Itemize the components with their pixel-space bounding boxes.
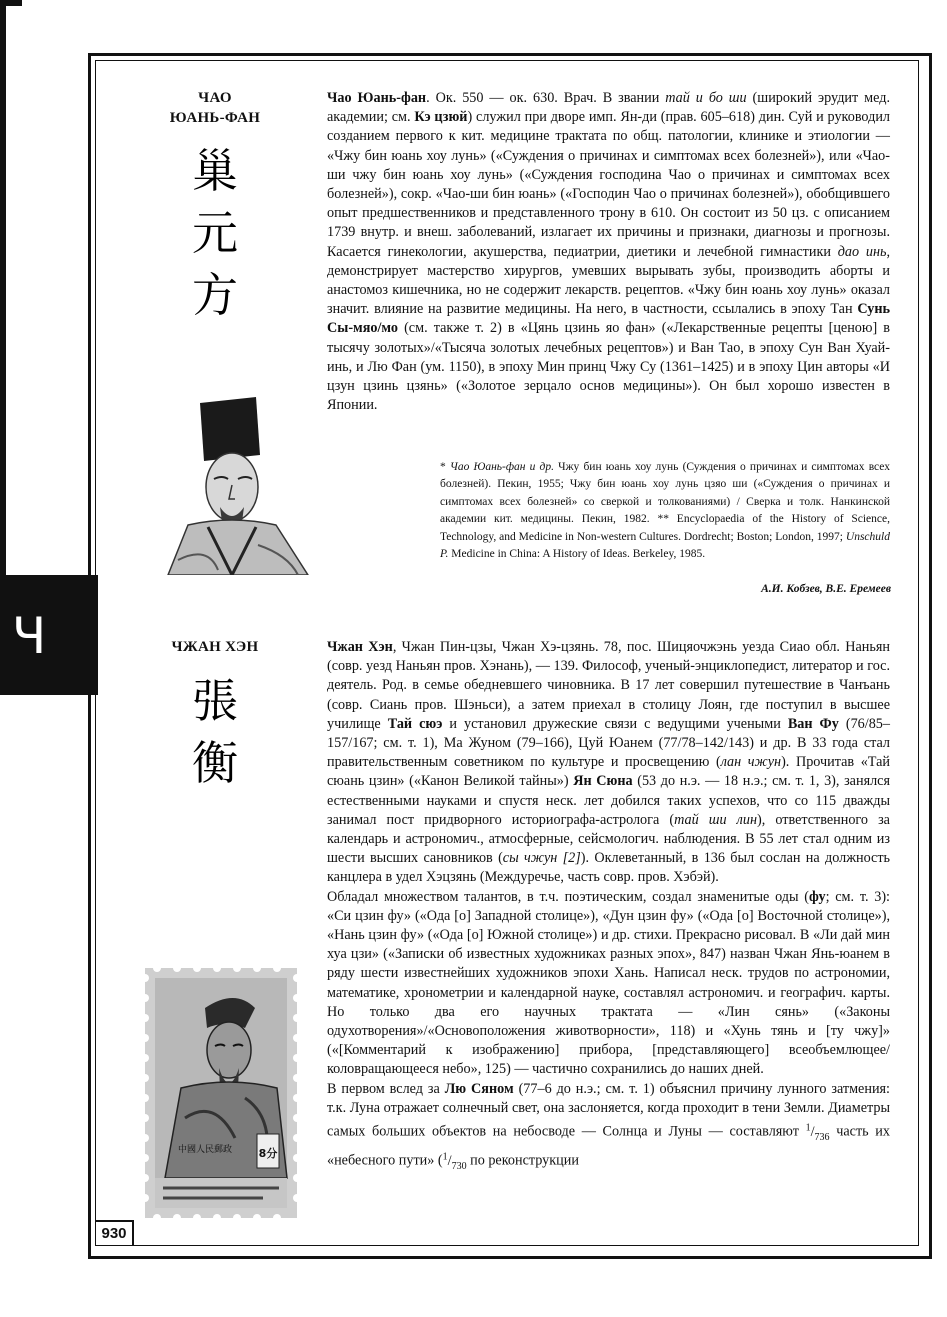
- text-run: В первом вслед за: [327, 1080, 445, 1097]
- text-run: (77–6 до н.э.; см. т. 1) объяснил причину лунного затмения: т.к. Луна отражает солнечный свет, она заслоняется, когда проходит в тени Земли. Диаметры самых больших объектов на небосводе — Солнца и Луны — составляют: [327, 1080, 890, 1140]
- bold-term: Чжан Хэн: [327, 639, 393, 655]
- fraction: $^1/_{736}$: [805, 1122, 830, 1143]
- article1-hanzi: [185, 140, 245, 326]
- article2-body: [327, 638, 890, 1176]
- italic-term: дао инь: [837, 243, 887, 260]
- article1-paragraph: [327, 89, 890, 415]
- stamp-value: 8分: [258, 1147, 278, 1160]
- text-run: ), ответственного за календарь и астрономич., атмосферные, сейсмологич. наблюдения. В 55 лет стал одним из шести высших сановников (: [327, 811, 890, 867]
- article1-references: [440, 459, 890, 563]
- scan-edge-tick: [0, 0, 22, 6]
- italic-term: Чао Юань-фан и др.: [449, 461, 554, 473]
- bold-term: Тай сюэ: [387, 715, 443, 732]
- text-run: ). Оклеветанный, в 136 был сослан на должность канцлера в удел Хэцзянь (Междуречье, часть совр. пров. Хэбэй).: [327, 850, 891, 886]
- article1-heading-line1: ЧАО: [198, 90, 232, 106]
- text-run: ; см. т. 3): «Си цзин фу» («Ода [о] Западной столице»), «Дун цзин фу» («Ода [о] Восточной столице»), «Нань цзин фу» («Ода [о] Южной столице») и др. стихи. Прекрасно рисовал. В «Ли дай мин хуа цзи» («Записки об известных художниках разных эпох», 847) назван Чжан Янь-юанем в ряду шести известнейших художников эпохи Хань. Написал неск. трудов по астрономии, математике, хронометрии и календарной науке, составлял астрономич. и географич. карты. Но только два его научных трактата — «Лин сянь» («Законы одухотворения»/«Основоположения животворности», 118) и «Хунь тянь и [ту чжу]» («[Комментарий к изображению] прибора, [представляющего] всеобъемлющее/коловращающееся небо», 125) — частично сохранились до наших дней.: [327, 888, 890, 1078]
- text-run: часть их «небесного пути» (: [327, 1123, 890, 1169]
- fraction: $^1/_{730}$: [442, 1150, 467, 1172]
- italic-term: тай ши лин: [674, 811, 757, 828]
- article1-heading-line2: ЮАНЬ-ФАН: [169, 110, 261, 126]
- bold-term: фу: [809, 888, 826, 905]
- text-run: , демонстрирует мастерство хирургов, умевших вырывать зубы, производить аборты и анастомоз кишечника, но не содержит лекарств. рецептов. «Чжу бин юань хоу лунь» оказал значит. влияние на развитие медицины. На него, в частности, ссылались в эпоху Тан: [327, 243, 890, 318]
- article1-heading: [160, 88, 270, 128]
- article1-author: А.И. Кобзев, В.Е. Еремеев: [761, 583, 891, 595]
- zhang-heng-stamp: [145, 968, 297, 1218]
- text-run: *: [440, 461, 450, 473]
- page-number: 930: [96, 1220, 134, 1246]
- article2-paragraph: [327, 1080, 890, 1176]
- bold-term: Лю Сяном: [444, 1080, 514, 1097]
- bold-term: Чао Юань-фан: [327, 90, 427, 106]
- text-run: (76/85–157/167; см. т. 1), Ма Жуном (79–166), Цуй Юанем (77/78–142/143) и др. В 33 года стал правительственным советником по культуре и просвещению (: [327, 715, 890, 771]
- bold-term: Ван Фу: [787, 715, 839, 732]
- stamp-country: 中國人民郵政: [177, 1145, 233, 1155]
- text-run: (см. также т. 2) в «Цянь цзинь яо фан» («Лекарственные рецепты [ценою] в тысячу золотых»/«Тысяча золотых лечебных рецептов») и Ван Тао, в эпоху Сун Ван Хуай-инь, и Лю Фан (ум. 1150), в эпоху Мин принц Чжу Су (1361–1425) и в эпоху Цин авторы «И цзун цзинь цзянь» («Золотое зерцало основ медицины»). Он был хорошо известен в Японии.: [327, 320, 890, 414]
- article2-paragraph: [327, 638, 890, 888]
- article1-body: [327, 89, 890, 415]
- text-run: Medicine in China: A History of Ideas. Berkeley, 1985.: [448, 548, 706, 561]
- article1-hanzi-char: 元: [192, 206, 238, 260]
- text-run: (53 до н.э. — 18 н.э.; см. т. 1, 3), занялся естественными науками и спустя неск. лет добился таких успехов, что со 115 дважды занимал пост придворного историографа-астролога (: [327, 773, 890, 828]
- thumb-index-letter: Ч: [12, 607, 49, 665]
- italic-term: тай и бо ши: [665, 90, 747, 106]
- text-run: по реконструкции: [466, 1152, 579, 1169]
- text-run: и установил дружеские связи с ведущими учеными: [442, 715, 788, 732]
- chao-yuanfang-portrait: [148, 395, 316, 575]
- text-run: , Чжан Пин-цзы, Чжан Хэ-цзянь. 78, пос. Шицяочжэнь уезда Сиао обл. Наньян (совр. уезд Наньян пров. Хэнань), — 139. Философ, ученый-энциклопедист, литератор и гос. деятель. Род. в семье обедневшего чиновника. В 17 лет совершил путешествие в Чанъань (совр. Сиань пров. Шэньси), а затем приехал в столицу Лоян, где поступил в высшее училище: [327, 639, 890, 732]
- italic-term: лан чжун: [720, 754, 782, 771]
- article2-heading: ЧЖАН ХЭН: [171, 639, 259, 655]
- article2-hanzi: [185, 670, 245, 794]
- text-run: Обладал множеством талантов, в т.ч. поэтическим, создал знаменитые оды (: [327, 888, 809, 905]
- article2-hanzi-char: 衡: [192, 736, 238, 790]
- article1-hanzi-char: 方: [192, 268, 238, 322]
- article2-hanzi-char: 張: [192, 674, 238, 728]
- bold-term: Сунь Сы-мяо/мо: [327, 301, 890, 337]
- thumb-index-tab: [0, 575, 98, 695]
- text-run: Чжу бин юань хоу лунь (Суждения о причинах и симптомах всех болезней). Пекин, 1955; Чжу бин юань хоу лунь цзяо ши («Суждения о причинах и симптомах всех болезней» со сверкой и толкованиями) / Сверка и толк. Нанкинской академии кит. медицины. Пекин, 1982. ** Encyclopaedia of the History of Science, Technology, and Medicine in Non-western Cultures. Dordrecht; Boston; London, 1997;: [440, 461, 890, 543]
- bold-term: Кэ цзюй: [414, 109, 468, 126]
- text-run: (широкий эрудит мед. академии; см.: [327, 90, 890, 126]
- italic-term: сы чжун [2]: [502, 850, 581, 867]
- italic-term: Unschuld P.: [440, 530, 890, 561]
- scan-edge-bar: [0, 0, 6, 600]
- bold-term: Ян Сюна: [573, 773, 633, 790]
- text-run: . Ок. 550 — ок. 630. Врач. В звании: [426, 90, 666, 106]
- article1-hanzi-char: 巢: [192, 144, 238, 198]
- article2-paragraph: [327, 888, 890, 1080]
- text-run: ) служил при дворе имп. Ян-ди (прав. 605–618) дин. Суй и руководил созданием первого к кит. медицине трактата по общ. патологии, клинике и этиологии — «Чжу бин юань хоу лунь» («Суждения о причинах и симптомах всех болезней»), или «Чао-ши чжу бин юань хоу лунь» («Суждения господина Чао о причинах и симптомах всех болезней»), сокр. «Чао-ши бин юань» («Господин Чао о причинах болезней»), обобщившего опыт предшественников и представленного трону в 610. Он состоит из 50 цз. с описанием 1739 внутр. и внеш. заболеваний, излагает их причины и признаки, диагнозы и прогнозы. Касается гинекологии, акушерства, педиатрии, диетики и лечебной гимнастики: [327, 109, 891, 260]
- text-run: ). Прочитав «Тай сюань цзин» («Канон Великой тайны»): [327, 754, 890, 790]
